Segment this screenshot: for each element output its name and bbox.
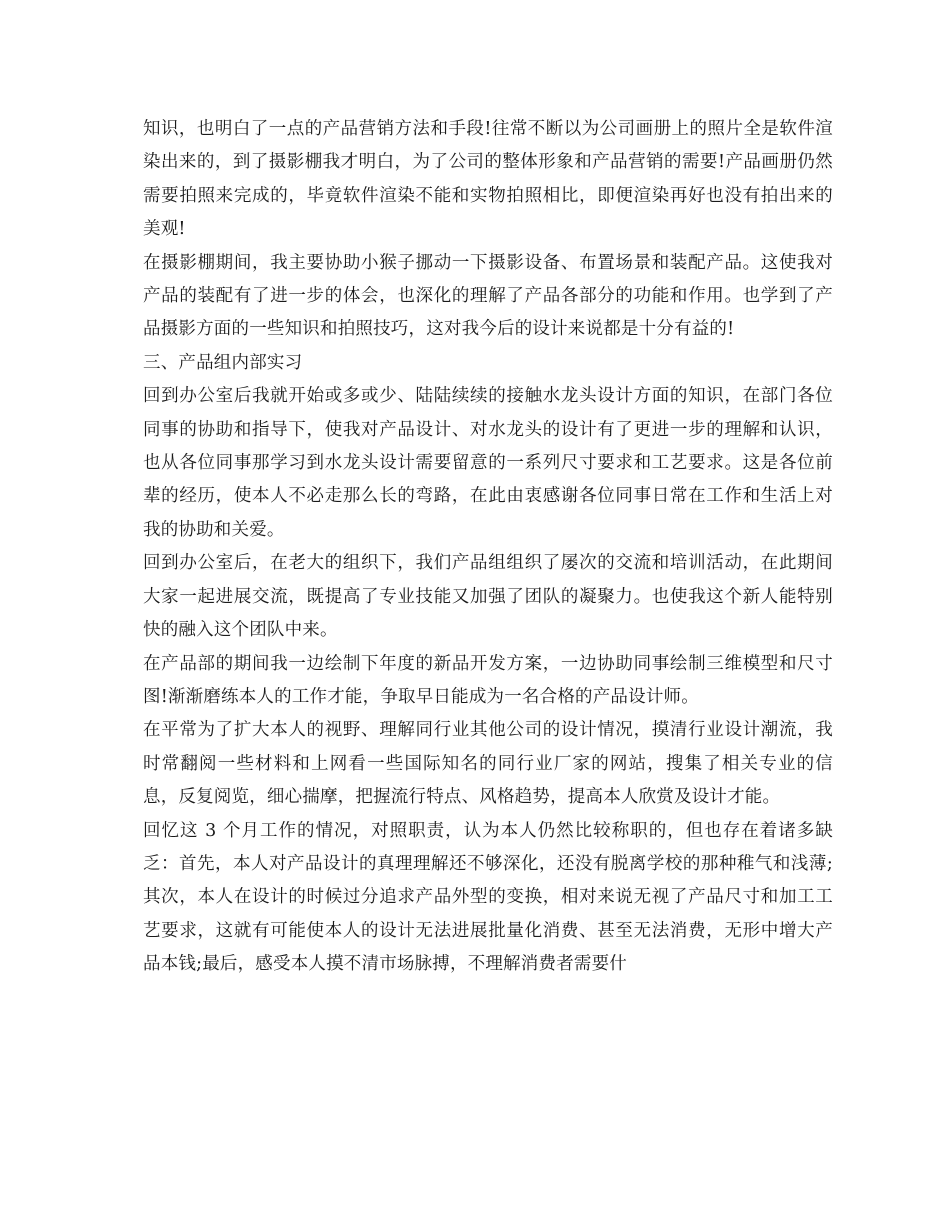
paragraph-new-product-plan: 在产品部的期间我一边绘制下年度的新品开发方案，一边协助同事绘制三维模型和尺寸图!渐渐磨练本人的工作才能，争取早日能成为一名合格的产品设计师。 — [143, 653, 833, 707]
paragraph-faucet-design: 回到办公室后我就开始或多或少、陆陆续续的接触水龙头设计方面的知识，在部门各位同事的协助和指导下，使我对产品设计、对水龙头的设计有了更进一步的理解和认识，也从各位同事那学习到水龙头设计需要留意的一系列尺寸要求和工艺要求。这是各位前辈的经历，使本人不必走那么长的弯路，在此由衷感谢各位同事日常在工作和生活上对我的协助和关爱。 — [143, 386, 833, 540]
paragraph-studio-assist: 在摄影棚期间，我主要协助小猴子挪动一下摄影设备、布置场景和装配产品。这使我对产品的装配有了进一步的体会，也深化的理解了产品各部分的功能和作用。也学到了产品摄影方面的一些知识和拍照技巧，这对我今后的设计来说都是十分有益的! — [143, 252, 833, 340]
paragraph-team-training: 回到办公室后，在老大的组织下，我们产品组组织了屡次的交流和培训活动，在此期间大家一起进展交流，既提高了专业技能又加强了团队的凝聚力。也使我这个新人能特别快的融入这个团队中来。 — [143, 553, 833, 641]
paragraph-self-review: 回忆这 3 个月工作的情况，对照职责，认为本人仍然比较称职的，但也存在着诸多缺乏：首先，本人对产品设计的真理理解还不够深化，还没有脱离学校的那种稚气和浅薄;其次，本人在设计的时候过分追求产品外型的变换，相对来说无视了产品尺寸和加工工艺要求，这就有可能使本人的设计无法进展批量化消费、甚至无法消费，无形中增大产品本钱;最后，感受本人摸不清市场脉搏，不理解消费者需要什 — [143, 820, 833, 975]
paragraph-photo-knowledge: 知识，也明白了一点的产品营销方法和手段!往常不断以为公司画册上的照片全是软件渲染出来的，到了摄影棚我才明白，为了公司的整体形象和产品营销的需要!产品画册仍然需要拍照来完成的，毕竟软件渲染不能和实物拍照相比，即便渲染再好也没有拍出来的美观! — [143, 119, 833, 240]
section-heading-product-group: 三、产品组内部实习 — [143, 352, 303, 373]
document-body — [143, 113, 833, 982]
paragraph-industry-research: 在平常为了扩大本人的视野、理解同行业其他公司的设计情况，摸清行业设计潮流，我时常翻阅一些材料和上网看一些国际知名的同行业厂家的网站，搜集了相关专业的信息，反复阅览，细心揣摩，把握流行特点、风格趋势，提高本人欣赏及设计才能。 — [143, 720, 833, 808]
